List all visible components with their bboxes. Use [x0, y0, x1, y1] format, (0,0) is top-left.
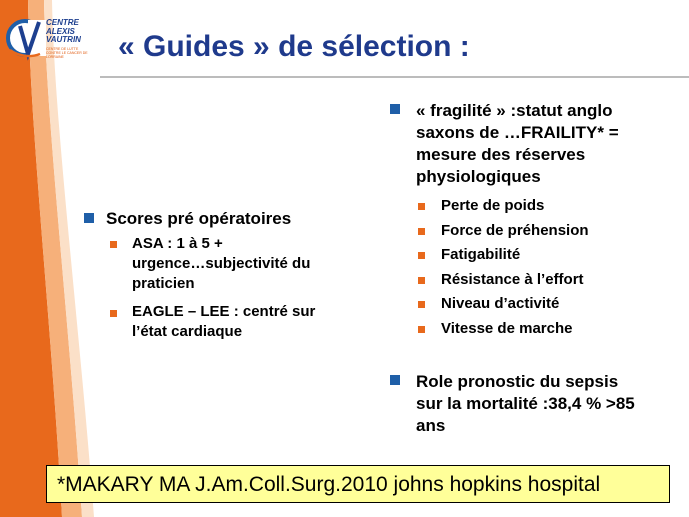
bullet-square-icon [84, 213, 94, 223]
right-item-6: Vitesse de marche [441, 320, 573, 337]
sub-bullet-square-icon [110, 310, 117, 317]
right-item-2: Force de préhension [441, 222, 589, 239]
sub-bullet-square-icon [418, 277, 425, 284]
sub-bullet-square-icon [418, 252, 425, 259]
sub-bullet-square-icon [110, 241, 117, 248]
sub-bullet-square-icon [418, 301, 425, 308]
sub-bullet-square-icon [418, 326, 425, 333]
logo [6, 14, 96, 74]
left-item-2-line-1: EAGLE – LEE : centré sur [132, 303, 316, 320]
right-item-5: Niveau d’activité [441, 295, 560, 312]
right-second-heading [416, 371, 635, 437]
left-item-1-line-3: praticien [132, 275, 195, 292]
left-item-1 [132, 234, 310, 294]
title-divider [100, 76, 689, 78]
right-heading-line-2: saxons de …FRAILITY* = [416, 123, 619, 142]
slide-title: « Guides » de sélection : [118, 30, 470, 63]
left-item-2-line-2: l’état cardiaque [132, 323, 243, 340]
logo-line-1: CENTRE [46, 18, 79, 27]
right-heading-line-1: « fragilité » :statut anglo [416, 101, 613, 120]
right-item-1: Perte de poids [441, 197, 545, 214]
left-heading: Scores pré opératoires [106, 209, 292, 228]
left-item-1-line-1: ASA : 1 à 5 + [132, 235, 223, 252]
sub-bullet-square-icon [418, 203, 425, 210]
logo-line-3: VAUTRIN [46, 35, 81, 44]
logo-line-2: ALEXIS [46, 26, 75, 36]
right-heading-line-3: mesure des réserves [416, 145, 586, 164]
left-item-2 [132, 302, 315, 342]
right-heading [416, 100, 619, 188]
logo-name [46, 19, 81, 45]
right-item-3: Fatigabilité [441, 246, 521, 263]
bullet-square-icon [390, 375, 400, 385]
right-second-heading-line-3: ans [416, 416, 446, 435]
right-second-heading-line-1: Role pronostic du sepsis [416, 372, 619, 391]
cav-logo-mark-icon [6, 14, 46, 64]
bullet-square-icon [390, 104, 400, 114]
sub-bullet-square-icon [418, 228, 425, 235]
right-item-4: Résistance à l’effort [441, 271, 584, 288]
left-item-1-line-2: urgence…subjectivité du [132, 255, 311, 272]
right-heading-line-4: physiologiques [416, 167, 541, 186]
reference-box [46, 465, 670, 503]
reference-text: *MAKARY MA J.Am.Coll.Surg.2010 johns hopkins hospital [57, 473, 601, 496]
logo-subtitle: CENTRE DE LUTTE CONTRE LE CANCER DE LORRAINE [46, 47, 88, 59]
right-second-heading-line-2: sur la mortalité :38,4 % >85 [416, 394, 635, 413]
